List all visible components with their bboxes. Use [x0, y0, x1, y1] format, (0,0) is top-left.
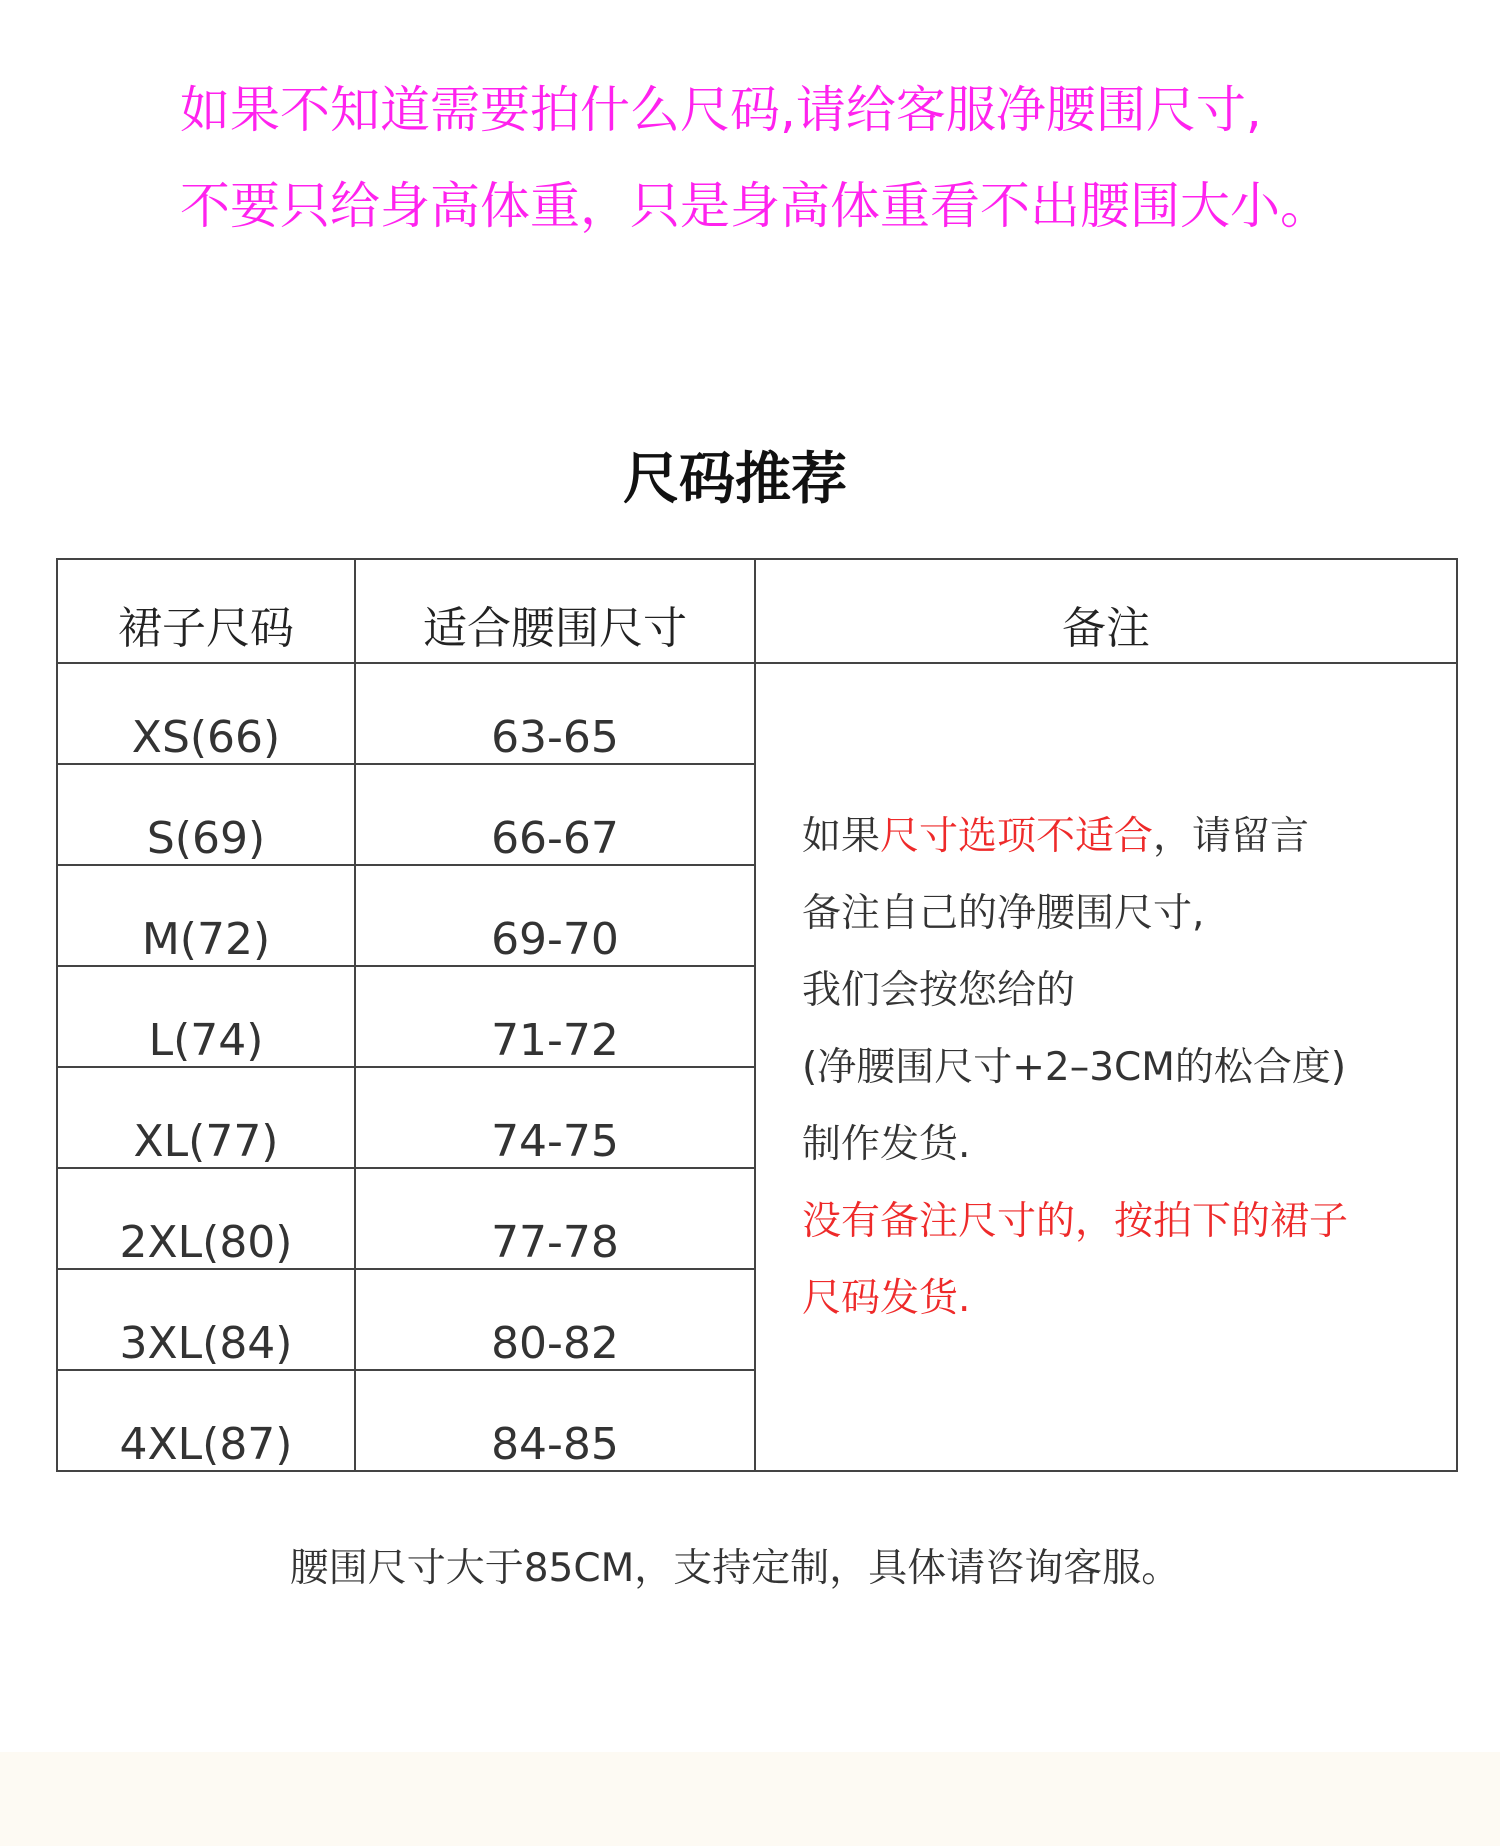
size-cell: L(74) — [57, 966, 355, 1067]
size-cell: 4XL(87) — [57, 1370, 355, 1471]
waist-cell: 66-67 — [355, 764, 755, 865]
waist-cell: 84-85 — [355, 1370, 755, 1471]
size-cell: XS(66) — [57, 663, 355, 764]
remark-line-2: 备注自己的净腰围尺寸, — [802, 890, 1205, 936]
waist-cell: 74-75 — [355, 1067, 755, 1168]
size-cell: M(72) — [57, 865, 355, 966]
custom-size-footer: 腰围尺寸大于85CM，支持定制，具体请咨询客服。 — [289, 1546, 1181, 1591]
waist-cell: 77-78 — [355, 1168, 755, 1269]
waist-cell: 69-70 — [355, 865, 755, 966]
notice-line-1: 如果不知道需要拍什么尺码,请给客服净腰围尺寸, — [180, 81, 1262, 139]
remark-line-5: 制作发货. — [802, 1121, 971, 1167]
size-cell: XL(77) — [57, 1067, 355, 1168]
remark-line-6: 没有备注尺寸的，按拍下的裙子 — [802, 1198, 1349, 1244]
page-title: 尺码推荐 — [623, 447, 847, 512]
remark-line-3: 我们会按您给的 — [802, 967, 1076, 1013]
remark-line-7: 尺码发货. — [802, 1275, 971, 1321]
remark-text: ，请留言 — [1153, 813, 1310, 859]
remark-line-1 — [802, 798, 1430, 875]
remark-highlight: 尺寸选项不适合 — [880, 813, 1154, 859]
header-waist-size: 适合腰围尺寸 — [355, 559, 755, 663]
waist-cell: 80-82 — [355, 1269, 755, 1370]
waist-cell: 71-72 — [355, 966, 755, 1067]
remarks-cell — [755, 663, 1457, 1471]
remark-text: 如果 — [802, 813, 881, 859]
size-cell: 2XL(80) — [57, 1168, 355, 1269]
size-cell: 3XL(84) — [57, 1269, 355, 1370]
notice-line-2: 不要只给身高体重，只是身高体重看不出腰围大小。 — [180, 177, 1330, 235]
size-chart-table — [56, 558, 1458, 1472]
table-row — [57, 663, 1457, 764]
bottom-band — [0, 1752, 1500, 1846]
size-cell: S(69) — [57, 764, 355, 865]
waist-cell: 63-65 — [355, 663, 755, 764]
header-remarks: 备注 — [755, 559, 1457, 663]
size-advice-notice — [180, 62, 1380, 254]
header-skirt-size: 裙子尺码 — [57, 559, 355, 663]
table-header-row — [57, 559, 1457, 663]
remark-line-4: (净腰围尺寸+2–3CM的松合度) — [802, 1044, 1347, 1090]
